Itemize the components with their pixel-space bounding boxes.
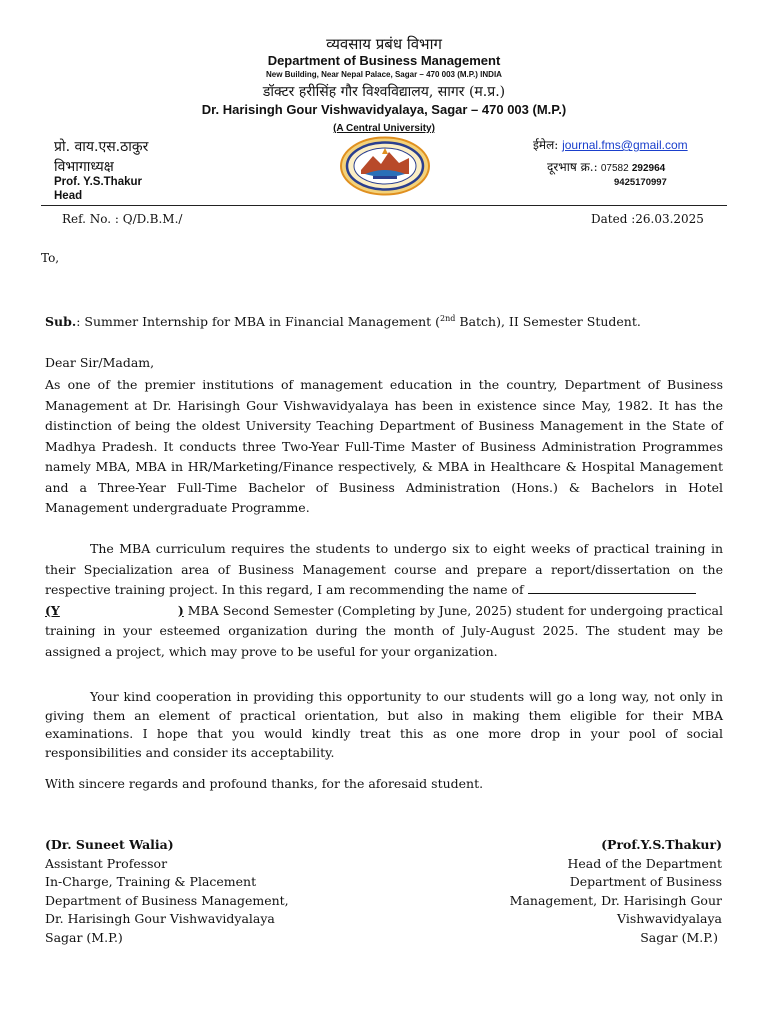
roll-suffix: ) [177,602,184,618]
email-row [533,136,688,153]
addressee-to: To, [41,251,60,265]
phone-code: 07582 [600,163,629,174]
reference-number: Ref. No. : Q/D.B.M./ [62,212,183,226]
signatory-left-line: Assistant Professor [45,855,168,871]
header-divider [41,205,727,206]
phone-number: 292964 [631,163,666,174]
subject-text-before: : Summer Internship for MBA in Financial Management ( [76,314,441,329]
roll-number-field [45,603,184,618]
letter-date: Dated :26.03.2025 [591,212,704,226]
phone-row [547,158,665,175]
phone-label: दूरभाष क्र.: [547,160,598,174]
signatory-left-line: Department of Business Management, [45,892,289,908]
signatory-right-line: Head of the Department [567,855,722,871]
department-title-hindi: व्यवसाय प्रबंध विभाग [326,35,442,53]
roll-prefix: (Y [45,602,60,618]
signatory-left-name: (Dr. Suneet Walia) [45,837,174,852]
paragraph-cooperation [45,688,723,762]
signatory-left-line: Dr. Harisingh Gour Vishwavidyalaya [45,911,275,927]
central-university-label: (A Central University) [333,123,435,134]
subject-label: Sub. [45,314,77,329]
department-title: Department of Business Management [267,53,501,68]
email-label: ईमेल: [533,138,559,152]
head-title: Head [54,190,83,202]
signatory-left-line: In-Charge, Training & Placement [45,874,257,890]
paragraph-recommendation [45,539,723,662]
signatory-right [500,836,722,948]
student-name-blank [528,593,696,594]
department-address: New Building, Near Nepal Palace, Sagar – 470 003 (M.P.) INDIA [266,70,502,79]
subject-text-after: Batch), II Semester Student. [455,314,641,329]
subject-line [45,314,641,329]
recommendation-text: The MBA curriculum requires the students to undergo six to eight weeks of practical training in their Specialization area of Business Management course and prepare a report/dissertation on the respective training project. In this regard, I am recommending the name of [45,541,723,597]
subject-superscript: 2nd [440,313,456,323]
mobile-number: 9425170997 [614,177,667,188]
cooperation-text: Your kind cooperation in providing this opportunity to our students will go a long way, not only in giving them an element of practical orientation, but also in making them eligible for their MBA examinations. I hope that you would kindly treat this as one more drop in your pool of social responsibilities and consider its acceptability. [45,689,723,760]
signatory-right-name: (Prof.Y.S.Thakur) [601,837,722,852]
head-name: Prof. Y.S.Thakur [54,176,142,188]
recommendation-text-cont: MBA Second Semester (Completing by June, 2025) student for undergoing practical training in your esteemed organization during the month of July-August 2025. The student may be assigned a project, which may prove to be useful for your organization. [45,602,723,659]
head-name-hindi: प्रो. वाय.एस.ठाकुर [54,139,149,155]
head-title-hindi: विभागाध्यक्ष [54,159,114,175]
salutation: Dear Sir/Madam, [45,355,155,370]
email-link[interactable]: journal.fms@gmail.com [562,138,688,152]
paragraph-introduction: As one of the premier institutions of management education in the country, Department of Business Management at Dr. Harisingh Gour Vishwavidyalaya has been in existence since May, 1982. It has the distinction of being the oldest University Teaching Department of Business Management in the State of Madhya Pradesh. It conducts three Two-Year Full-Time Master of Business Administration Programmes namely MBA, MBA in HR/Marketing/Finance respectively, & MBA in Healthcare & Hospital Management and a Three-Year Full-Time Bachelor of Business Administration (Hons.) & Bachelors in Hotel Management undergraduate Programme. [45,377,723,515]
paragraph-thanks: With sincere regards and profound thanks, for the aforesaid student. [45,776,484,791]
signatory-right-line: Management, Dr. Harisingh Gour [509,892,722,908]
university-name: Dr. Harisingh Gour Vishwavidyalaya, Sagar – 470 003 (M.P.) [201,102,567,117]
signatory-right-line: Sagar (M.P.) [640,929,718,945]
signatory-left-line: Sagar (M.P.) [45,929,123,945]
signatory-left [45,836,345,948]
university-seal-logo [339,136,431,196]
signatory-right-line: Vishwavidyalaya [617,911,722,927]
university-name-hindi: डॉक्टर हरीसिंह गौर विश्वविद्यालय, सागर (म.प्र.) [262,84,506,100]
signatory-right-line: Department of Business [569,874,722,890]
